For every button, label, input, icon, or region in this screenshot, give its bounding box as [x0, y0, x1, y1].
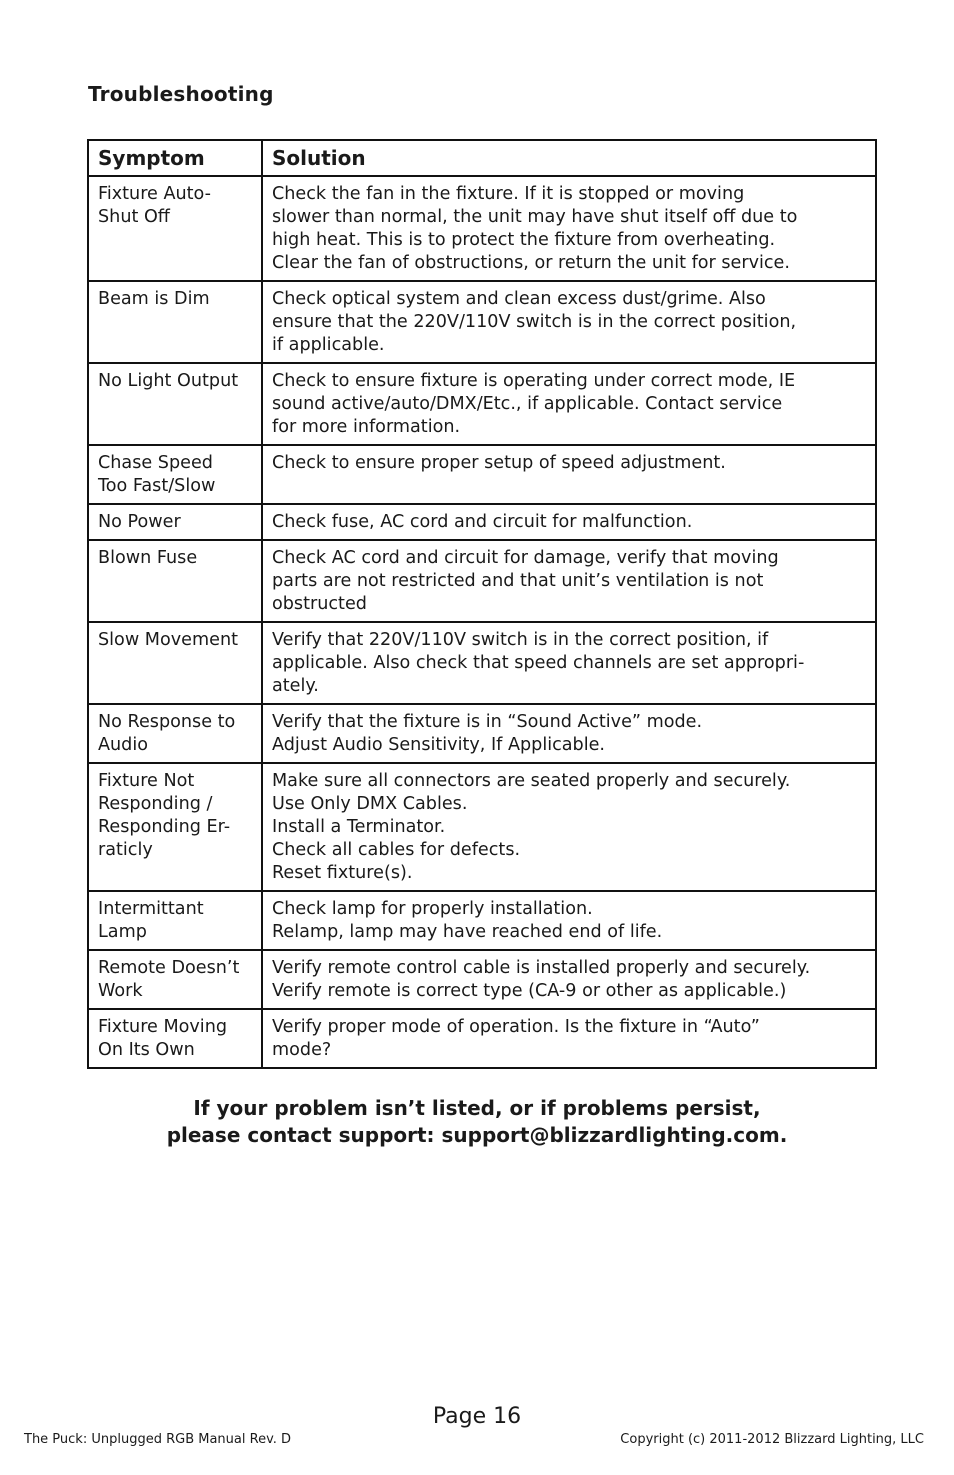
symptom-cell: No Light Output	[88, 363, 262, 445]
header-symptom: Symptom	[88, 140, 262, 176]
footer-copyright: Copyright (c) 2011-2012 Blizzard Lighting, LLC	[620, 1432, 924, 1447]
solution-cell: Check the fan in the fixture. If it is stopped or moving slower than normal, the unit may have shut itself off due to high heat. This is to protect the fixture from overheating. Clear the fan of obstructions, or return the unit for service.	[262, 176, 876, 281]
solution-cell: Check to ensure proper setup of speed adjustment.	[262, 445, 876, 504]
symptom-cell: Fixture Auto- Shut Off	[88, 176, 262, 281]
table-row	[88, 763, 876, 891]
solution-cell: Check to ensure fixture is operating under correct mode, IE sound active/auto/DMX/Etc., if applicable. Contact service for more information.	[262, 363, 876, 445]
symptom-cell: Fixture Not Responding / Responding Er- raticly	[88, 763, 262, 891]
page-title: Troubleshooting	[88, 82, 274, 106]
symptom-cell: Chase Speed Too Fast/Slow	[88, 445, 262, 504]
solution-cell: Check AC cord and circuit for damage, verify that moving parts are not restricted and that unit’s ventilation is not obstructed	[262, 540, 876, 622]
solution-cell: Check optical system and clean excess dust/grime. Also ensure that the 220V/110V switch is in the correct position, if applicable.	[262, 281, 876, 363]
support-note-line-1: If your problem isn’t listed, or if problems persist,	[193, 1096, 761, 1120]
troubleshooting-table	[87, 139, 877, 1069]
table-row	[88, 176, 876, 281]
table-row	[88, 540, 876, 622]
solution-cell: Check fuse, AC cord and circuit for malfunction.	[262, 504, 876, 540]
table-row	[88, 363, 876, 445]
symptom-cell: Intermittant Lamp	[88, 891, 262, 950]
symptom-cell: Remote Doesn’t Work	[88, 950, 262, 1009]
solution-cell: Check lamp for properly installation. Relamp, lamp may have reached end of life.	[262, 891, 876, 950]
solution-cell: Verify proper mode of operation. Is the fixture in “Auto” mode?	[262, 1009, 876, 1068]
solution-cell: Verify remote control cable is installed properly and securely. Verify remote is correct type (CA-9 or other as applicable.)	[262, 950, 876, 1009]
symptom-cell: Fixture Moving On Its Own	[88, 1009, 262, 1068]
table-row	[88, 504, 876, 540]
support-note	[0, 1095, 954, 1149]
symptom-cell: Slow Movement	[88, 622, 262, 704]
table-row	[88, 1009, 876, 1068]
symptom-cell: No Power	[88, 504, 262, 540]
symptom-cell: No Response to Audio	[88, 704, 262, 763]
symptom-cell: Beam is Dim	[88, 281, 262, 363]
table-row	[88, 281, 876, 363]
solution-cell: Verify that 220V/110V switch is in the correct position, if applicable. Also check that speed channels are set appropri- ately.	[262, 622, 876, 704]
table-header-row	[88, 140, 876, 176]
table-row	[88, 445, 876, 504]
table-row	[88, 950, 876, 1009]
page-number: Page 16	[432, 1404, 522, 1429]
solution-cell: Make sure all connectors are seated properly and securely. Use Only DMX Cables. Install a Terminator. Check all cables for defects. Reset fixture(s).	[262, 763, 876, 891]
support-note-line-2: please contact support: support@blizzardlighting.com.	[166, 1123, 788, 1147]
footer-manual-title: The Puck: Unplugged RGB Manual Rev. D	[24, 1432, 292, 1447]
symptom-cell: Blown Fuse	[88, 540, 262, 622]
table-row	[88, 704, 876, 763]
table-row	[88, 891, 876, 950]
table-row	[88, 622, 876, 704]
solution-cell: Verify that the fixture is in “Sound Active” mode. Adjust Audio Sensitivity, If Applicable.	[262, 704, 876, 763]
header-solution: Solution	[262, 140, 876, 176]
